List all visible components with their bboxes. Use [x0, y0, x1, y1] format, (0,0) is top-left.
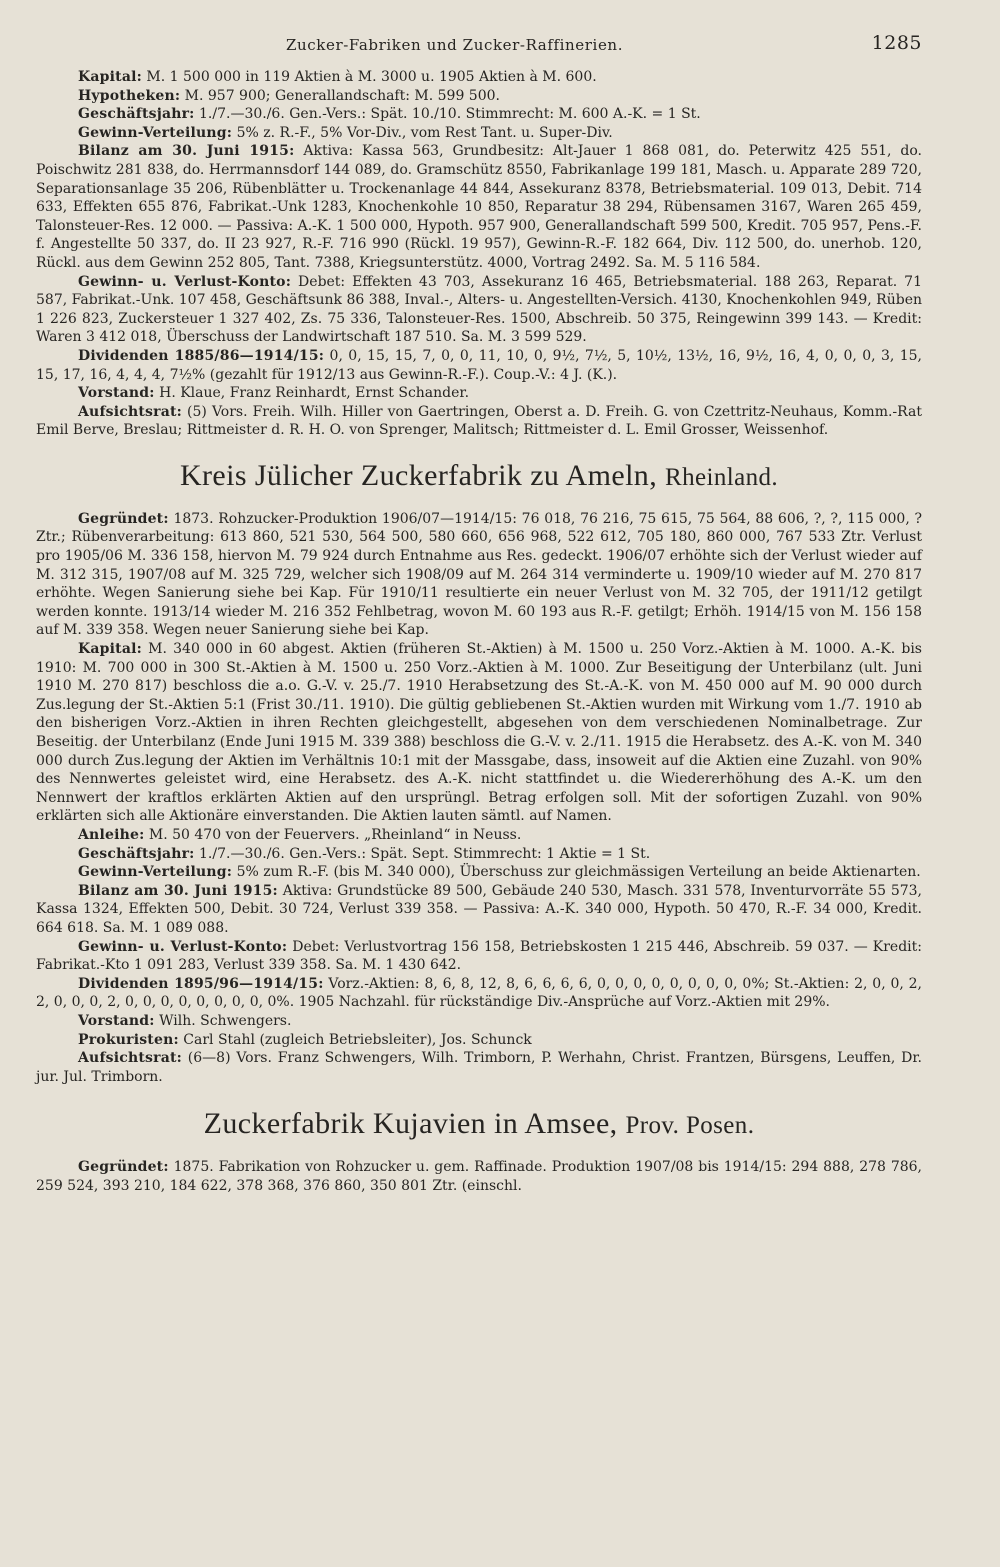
company-location: Prov. Posen.	[625, 1112, 755, 1140]
entry-label: Hypotheken:	[78, 87, 181, 104]
entry-text: M. 1 500 000 in 119 Aktien à M. 3000 u. 1905 Aktien à M. 600.	[141, 69, 597, 85]
entry-hypotheken	[36, 87, 922, 106]
entry-gewinn-verteilung	[36, 863, 922, 882]
entry-vorstand	[36, 1012, 922, 1031]
entry-text: Aktiva: Kassa 563, Grundbesitz: Alt-Jauer 1 868 081, do. Peterwitz 425 551, do. Poischwitz 281 838, do. Herrmannsdorf 144 089, do. Gramschütz 8550, Fabrikanlage 199 181, Masch. u. Apparate 289 720, Separationsanlage 35 206, Rübenblätter u. Trockenanlage 44 844, Assekuranz 8378, Betriebsmaterial. 109 013, Debit. 714 633, Effekten 655 876, Fabrikat.-Unk 1283, Knochenkohle 10 850, Reparatur 38 294, Rübensamen 3167, Waren 265 459, Talonsteuer-Res. 12 000. — Passiva: A.-K. 1 500 000, Hypoth. 957 900, Generallandschaft 599 500, Kredit. 705 957, Pens.-F. f. Angestellte 50 337, do. II 23 927, R.-F. 716 990 (Rückl. 19 957), Gewinn-R.-F. 182 664, Div. 112 500, do. unerhob. 120, Rückl. aus dem Gewinn 252 805, Tant. 7388, Kriegsunterstütz. 4000, Vortrag 2492. Sa. M. 5 116 584.	[36, 143, 923, 271]
entry-geschaeftsjahr	[36, 845, 922, 864]
entry-text: 0, 0, 15, 15, 7, 0, 0, 11, 10, 0, 9½, 7½, 5, 10½, 13½, 16, 9½, 16, 4, 0, 0, 0, 3, 15, 15, 17, 16, 4, 4, 4, 7½% (gezahlt für 1912/13 aus Gewinn-R.-F.). Coup.-V.: 4 J. (K.).	[36, 347, 922, 383]
entry-text: 1875. Fabrikation von Rohzucker u. gem. Raffinade. Produktion 1907/08 bis 1914/15: 294 888, 278 786, 259 524, 393 210, 184 622, 378 368, 376 860, 350 801 Ztr. (einschl.	[36, 1159, 922, 1194]
entry-text: M. 957 900; Generallandschaft: M. 599 500.	[180, 87, 500, 104]
entry-aufsichtsrat	[36, 1049, 922, 1086]
entry-kapital	[36, 68, 922, 87]
entry-text: Wilh. Schwengers.	[154, 1012, 292, 1029]
entry-label: Bilanz am 30. Juni 1915:	[78, 143, 295, 160]
page-header	[36, 28, 922, 68]
company-name: Zuckerfabrik Kujavien in Amsee,	[203, 1107, 618, 1141]
company-location: Rheinland.	[665, 463, 779, 491]
entry-text: Debet: Verlustvortrag 156 158, Betriebskosten 1 215 446, Abschreib. 59 037. — Kredit: Fabrikat.-Kto 1 091 283, Verlust 339 358. Sa. M. 1 430 642.	[36, 938, 922, 974]
entry-prokuristen	[36, 1031, 922, 1050]
entry-text: 1./7.—30./6. Gen.-Vers.: Spät. 10./10. Stimmrecht: M. 600 A.-K. = 1 St.	[194, 106, 701, 123]
section-ameln	[36, 510, 922, 1086]
entry-text: Vorz.-Aktien: 8, 6, 8, 12, 8, 6, 6, 6, 6, 0, 0, 0, 0, 0, 0, 0, 0, 0%; St.-Aktien: 2, 0, 0, 2, 2, 0, 0, 0, 2, 0, 0, 0, 0, 0, 0, 0, 0, 0%. 1905 Nachzahl. für rückständige Div.-Ansprüche auf Vorz.-Aktien mit 29%.	[36, 975, 922, 1011]
entry-text: 1./7.—30./6. Gen.-Vers.: Spät. Sept. Stimmrecht: 1 Aktie = 1 St.	[194, 845, 651, 862]
entry-label: Gewinn- u. Verlust-Konto:	[78, 938, 288, 955]
entry-text: 5% z. R.-F., 5% Vor-Div., vom Rest Tant. u. Super-Div.	[232, 124, 613, 141]
entry-text: 1873. Rohzucker-Produktion 1906/07—1914/15: 76 018, 76 216, 75 615, 75 564, 88 606, ?, ?, 115 000, ? Ztr.; Rübenverarbeitung: 613 860, 521 530, 564 500, 580 660, 656 968, 522 612, 705 180, 860 000, 767 533 Ztr. Verlust pro 1905/06 M. 336 158, hiervon M. 79 924 durch Entnahme aus Res. gedeckt. 1906/07 erhöhte sich der Verlust wieder auf M. 312 315, 1907/08 auf M. 325 729, welcher sich 1908/09 auf M. 264 314 verminderte u. 1909/10 wieder auf M. 270 817 erhöhte. Wegen Sanierung siehe bei Kap. Für 1910/11 resultierte ein neuer Verlust von M. 32 705, der 1911/12 getilgt werden konnte. 1913/14 wieder M. 216 352 Fehlbetrag, wovon M. 60 193 aus R.-F. getilgt; Erhöh. 1914/15 von M. 156 158 auf M. 339 358. Wegen neuer Sanierung siehe bei Kap.	[36, 510, 922, 639]
entry-label: Gewinn-Verteilung:	[78, 124, 233, 141]
entry-text: (5) Vors. Freih. Wilh. Hiller von Gaertringen, Oberst a. D. Freih. G. von Czettritz-Neuhaus, Komm.-Rat Emil Berve, Breslau; Rittmeister d. R. H. O. von Sprenger, Malitsch; Rittmeister d. L. Emil Grosser, Weissenhof.	[36, 403, 922, 439]
entry-label: Aufsichtsrat:	[78, 403, 182, 420]
entry-vorstand	[36, 384, 922, 403]
entry-label: Gewinn- u. Verlust-Konto:	[78, 273, 292, 290]
entry-gewinn-verteilung	[36, 124, 922, 143]
entry-gegruendet	[36, 510, 922, 640]
entry-label: Anleihe:	[78, 826, 145, 843]
section-kujavien	[36, 1158, 922, 1195]
company-name: Kreis Jülicher Zuckerfabrik zu Ameln,	[179, 458, 658, 492]
entry-text: (6—8) Vors. Franz Schwengers, Wilh. Trimborn, P. Werhahn, Christ. Frantzen, Bürsgens, Leuffen, Dr. jur. Jul. Trimborn.	[36, 1050, 922, 1085]
entry-bilanz	[36, 882, 922, 938]
entry-label: Prokuristen:	[78, 1031, 179, 1048]
entry-label: Dividenden 1895/96—1914/15:	[78, 975, 324, 992]
entry-bilanz	[36, 142, 922, 272]
running-head: Zucker-Fabriken und Zucker-Raffinerien.	[286, 36, 624, 54]
entry-label: Vorstand:	[78, 385, 155, 402]
company-heading-kujavien	[36, 1106, 922, 1144]
entry-text: Debet: Effekten 43 703, Assekuranz 16 465, Betriebsmaterial. 188 263, Reparat. 71 587, Fabrikat.-Unk. 107 458, Geschäftsunk 86 388, Inval.-, Alters- u. Angestellten-Versich. 4130, Knochenkohlen 949, Rüben 1 226 823, Zuckersteuer 1 327 402, Zs. 75 336, Talonsteuer-Res. 1500, Abschreib. 50 375, Reingewinn 399 143. — Kredit: Waren 3 412 018, Überschuss der Landwirtschaft 187 510. Sa. M. 3 599 529.	[36, 273, 922, 346]
company-heading-ameln	[36, 458, 922, 496]
entry-geschaeftsjahr	[36, 105, 922, 124]
entry-label: Dividenden 1885/86—1914/15:	[78, 347, 325, 364]
entry-label: Vorstand:	[78, 1012, 155, 1029]
entry-label: Gegründet:	[78, 510, 169, 527]
entry-gewinn-verlust-konto	[36, 938, 922, 975]
entry-text: Aktiva: Grundstücke 89 500, Gebäude 240 530, Masch. 331 578, Inventurvorräte 55 573, Kassa 1324, Effekten 500, Debit. 30 724, Verlust 339 358. — Passiva: A.-K. 340 000, Hypoth. 50 470, R.-F. 34 000, Kredit. 664 618. Sa. M. 1 089 088.	[36, 882, 922, 936]
entry-gewinn-verlust-konto	[36, 273, 922, 347]
entry-label: Geschäftsjahr:	[78, 106, 195, 123]
entry-label: Gewinn-Verteilung:	[78, 864, 233, 881]
entry-text: 5% zum R.-F. (bis M. 340 000), Überschuss zur gleichmässigen Verteilung an beide Aktienarten.	[232, 864, 921, 881]
page-number: 1285	[871, 32, 922, 54]
entry-text: Carl Stahl (zugleich Betriebsleiter), Jos. Schunck	[178, 1031, 532, 1048]
entry-dividenden	[36, 347, 922, 384]
entry-label: Kapital:	[78, 69, 142, 85]
entry-dividenden	[36, 975, 922, 1012]
entry-text: M. 50 470 von der Feuervers. „Rheinland“ in Neuss.	[144, 826, 522, 843]
entry-label: Kapital:	[78, 641, 142, 658]
entry-anleihe	[36, 826, 922, 845]
entry-label: Bilanz am 30. Juni 1915:	[78, 882, 278, 899]
section-zuckerfabrik-jauer	[36, 68, 922, 440]
entry-text: H. Klaue, Franz Reinhardt, Ernst Schander.	[154, 385, 470, 402]
entry-aufsichtsrat	[36, 403, 922, 440]
entry-label: Geschäftsjahr:	[78, 845, 195, 862]
entry-label: Aufsichtsrat:	[78, 1050, 182, 1067]
entry-label: Gegründet:	[78, 1159, 169, 1176]
entry-kapital	[36, 640, 922, 826]
entry-gegruendet	[36, 1158, 922, 1195]
entry-text: M. 340 000 in 60 abgest. Aktien (früheren St.-Aktien) à M. 1500 u. 250 Vorz.-Aktien à M. 1000. A.-K. bis 1910: M. 700 000 in 300 St.-Aktien à M. 1500 u. 250 Vorz.-Aktien à M. 1000. Zur Beseitigung der Unterbilanz (ult. Juni 1910 M. 270 817) beschloss die a.o. G.-V. v. 25./7. 1910 Herabsetzung des St.-A.-K. von M. 450 000 auf M. 90 000 durch Zus.legung der St.-Aktien 5:1 (Frist 30./11. 1910). Die gültig gebliebenen St.-Aktien wurden mit Wirkung vom 1./7. 1910 ab den bisherigen Vorz.-Aktien in ihren Rechten gleichgestellt, abgesehen von dem verschiedenen Nominalbetrage. Zur Beseitig. der Unterbilanz (Ende Juni 1915 M. 339 388) beschloss die G.-V. v. 2./11. 1915 die Herabsetz. des A.-K. von M. 340 000 durch Zus.legung der Aktien im Verhältnis 10:1 mit der Massgabe, dass, insoweit auf die Aktien eine Zuzahl. von 90% des Nennwertes geleistet wird, eine Herabsetz. des A.-K. nicht stattfindet u. die Wiedererhöhung des A.-K. um den Nennwert der kraftlos erklärten Aktien auf den ursprüngl. Betrag erfolgen soll. Mit der sofortigen Zuzahl. von 90% erklärten sich alle Aktionäre einverstanden. Die Aktien lauten sämtl. auf Namen.	[36, 641, 922, 825]
